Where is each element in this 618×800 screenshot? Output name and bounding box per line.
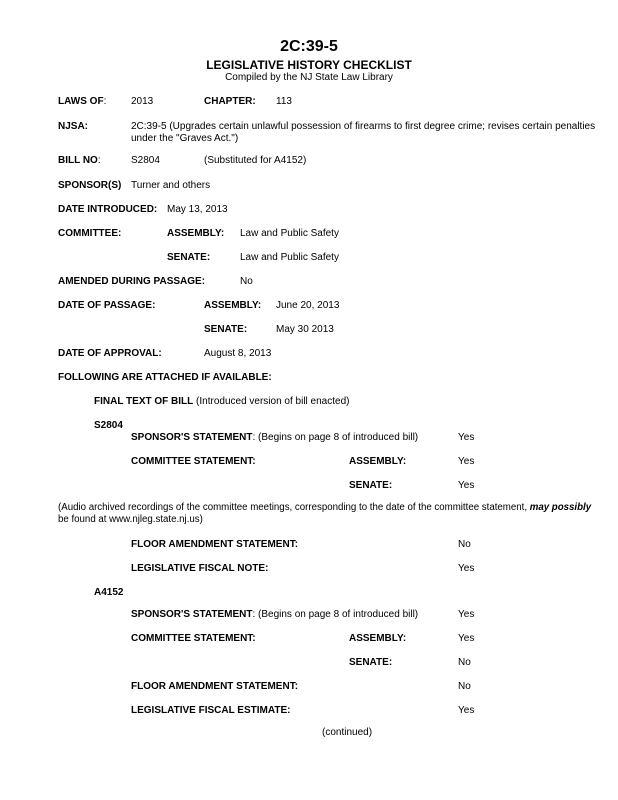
passage-assembly-value: June 20, 2013	[276, 300, 340, 311]
s2804-senate-label: SENATE:	[349, 480, 393, 491]
a4152-floor-amendment-value: No	[458, 681, 471, 692]
s2804-sponsor-statement-value: Yes	[458, 432, 475, 443]
s2804-floor-amendment-label: FLOOR AMENDMENT STATEMENT:	[131, 539, 299, 550]
s2804-assembly-label: ASSEMBLY:	[349, 456, 407, 467]
s2804-fiscal-note-label: LEGISLATIVE FISCAL NOTE:	[131, 563, 269, 574]
audio-note-line2: be found at www.njleg.state.nj.us)	[58, 514, 203, 525]
date-introduced-label: DATE INTRODUCED:	[58, 204, 158, 215]
a4152-senate-value: No	[458, 657, 471, 668]
audio-note-line1: (Audio archived recordings of the committee meetings, corresponding to the date of the committee statement, may possibly	[58, 502, 592, 513]
s2804-committee-statement-label: COMMITTEE STATEMENT:	[131, 456, 256, 467]
s2804-fiscal-note-value: Yes	[458, 563, 475, 574]
final-text-line	[94, 396, 349, 408]
a4152-committee-statement-label: COMMITTEE STATEMENT:	[131, 633, 256, 644]
njsa-text: 2C:39-5 (Upgrades certain unlawful possession of firearms to first degree crime; revises certain penalties under the "Graves Act.")	[131, 121, 596, 144]
date-of-passage-label: DATE OF PASSAGE:	[58, 300, 156, 311]
laws-of-label: LAWS OF:	[58, 96, 107, 107]
date-introduced-value: May 13, 2013	[167, 204, 228, 215]
a4152-sponsor-statement-value: Yes	[458, 609, 475, 620]
bill-number: S2804	[131, 155, 160, 166]
passage-senate-label: SENATE:	[204, 324, 248, 335]
attached-heading: FOLLOWING ARE ATTACHED IF AVAILABLE:	[58, 372, 272, 383]
amended-label: AMENDED DURING PASSAGE:	[58, 276, 206, 287]
committee-senate-label: SENATE:	[167, 252, 211, 263]
final-text-note: (Introduced version of bill enacted)	[193, 396, 350, 407]
a4152-senate-label: SENATE:	[349, 657, 393, 668]
chapter-value: 113	[276, 96, 292, 107]
continued-note: (continued)	[322, 727, 373, 738]
passage-assembly-label: ASSEMBLY:	[204, 300, 262, 311]
s2804-sponsor-statement: SPONSOR'S STATEMENT: (Begins on page 8 of introduced bill)	[131, 432, 419, 443]
passage-senate-value: May 30 2013	[276, 324, 334, 335]
committee-senate-value: Law and Public Safety	[240, 252, 339, 263]
s2804-heading: S2804	[94, 420, 123, 431]
committee-assembly-value: Law and Public Safety	[240, 228, 339, 239]
document-citation: 2C:39-5	[280, 38, 338, 55]
compiled-by: Compiled by the NJ State Law Library	[225, 72, 393, 83]
laws-of-year: 2013	[131, 96, 154, 107]
a4152-sponsor-statement: SPONSOR'S STATEMENT: (Begins on page 8 of introduced bill)	[131, 609, 419, 620]
date-of-approval-label: DATE OF APPROVAL:	[58, 348, 162, 359]
chapter-label: CHAPTER:	[204, 96, 256, 107]
committee-assembly-label: ASSEMBLY:	[167, 228, 225, 239]
a4152-assembly-label: ASSEMBLY:	[349, 633, 407, 644]
sponsors-value: Turner and others	[131, 180, 211, 191]
s2804-floor-amendment-value: No	[458, 539, 471, 550]
amended-value: No	[240, 276, 253, 287]
final-text-label: FINAL TEXT OF BILL	[94, 396, 194, 407]
committee-label: COMMITTEE:	[58, 228, 122, 239]
a4152-floor-amendment-label: FLOOR AMENDMENT STATEMENT:	[131, 681, 299, 692]
a4152-heading: A4152	[94, 587, 124, 598]
s2804-senate-value: Yes	[458, 480, 475, 491]
njsa-label: NJSA:	[58, 121, 89, 132]
a4152-fiscal-estimate-label: LEGISLATIVE FISCAL ESTIMATE:	[131, 705, 291, 716]
a4152-assembly-value: Yes	[458, 633, 475, 644]
bill-no-label: BILL NO:	[58, 155, 101, 166]
document-title: LEGISLATIVE HISTORY CHECKLIST	[206, 58, 412, 72]
substituted-note: (Substituted for A4152)	[204, 155, 307, 166]
date-of-approval-value: August 8, 2013	[204, 348, 272, 359]
s2804-assembly-value: Yes	[458, 456, 475, 467]
sponsors-label: SPONSOR(S)	[58, 180, 122, 191]
a4152-fiscal-estimate-value: Yes	[458, 705, 475, 716]
